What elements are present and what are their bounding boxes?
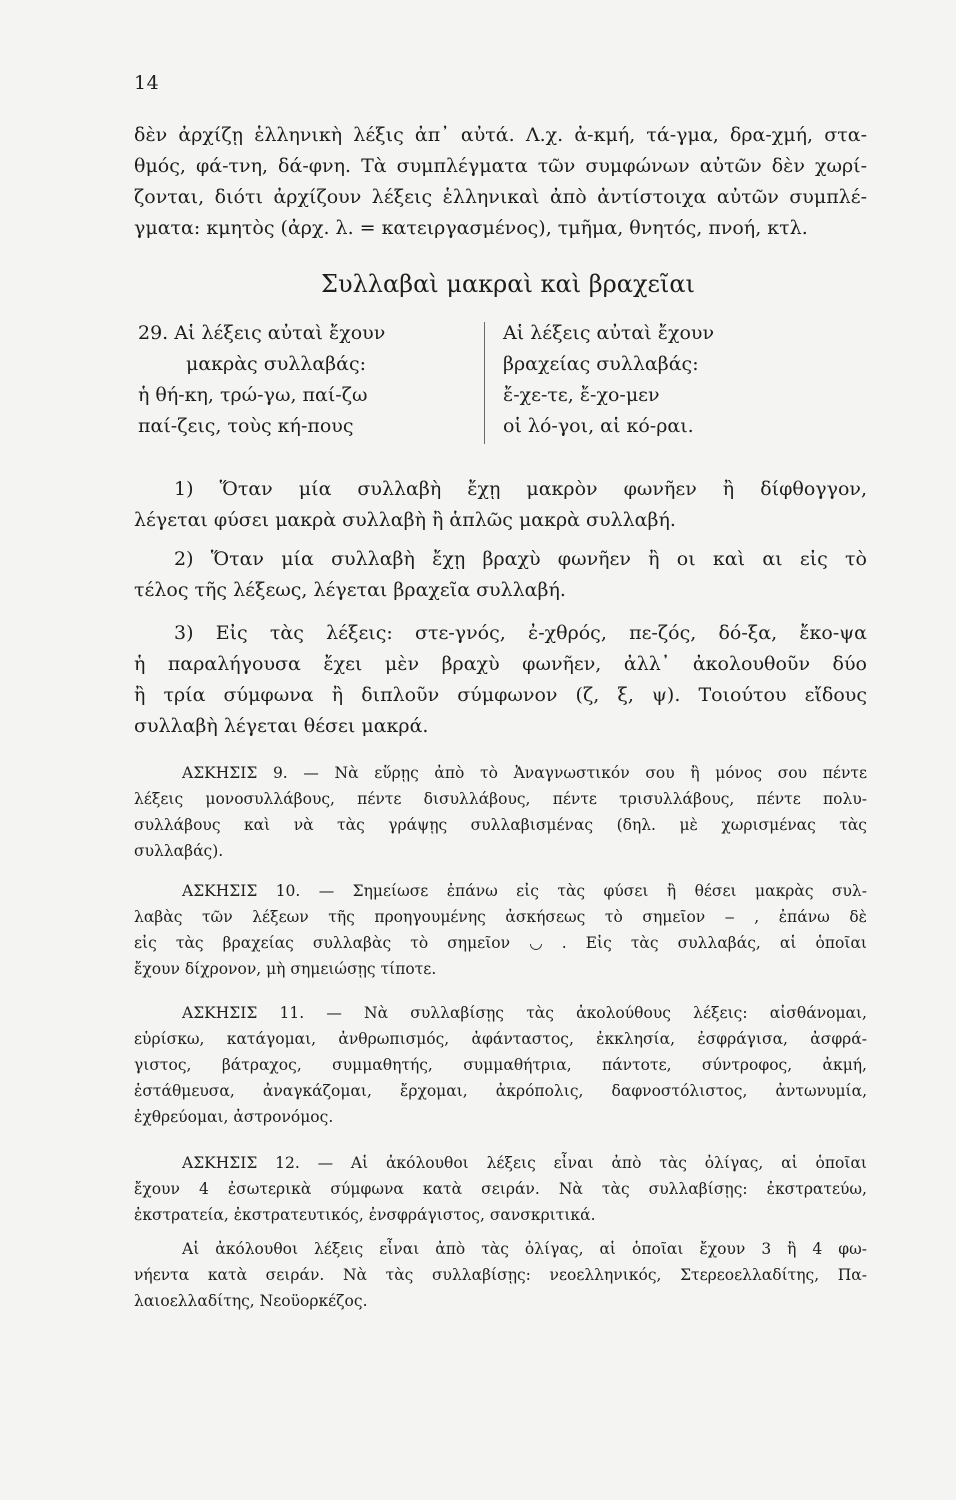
rule-1	[134, 474, 867, 536]
text-line: γματα: κμητὸς (ἀρχ. λ. = κατειργασμένος), τμῆμα, θνητός, πνοή, κτλ.	[134, 217, 808, 239]
text-line: συλλαβὴ λέγεται θέσει μακρά.	[134, 715, 429, 737]
rule-3	[134, 618, 867, 742]
column-line: βραχείας συλλαβάς:	[503, 353, 699, 375]
text-line: γιστος, βάτραχος, συμμαθητής, συμμαθήτρια, πάντοτε, σύντροφος, ἀκμή,	[134, 1056, 867, 1074]
text-line: 3) Εἰς τὰς λέξεις: στε-γνός, ἐ-χθρός, πε-ζός, δό-ξα, ἔκο-ψα	[174, 622, 867, 644]
text-line: ΑΣΚΗΣΙΣ 10. — Σημείωσε ἐπάνω εἰς τὰς φύσει ἢ θέσει μακρὰς συλ-	[182, 882, 867, 900]
column-line: ἔ-χε-τε, ἔ-χο-μεν	[503, 384, 660, 406]
column-line: ἡ θή-κη, τρώ-γω, παί-ζω	[138, 384, 368, 406]
text-line: ἐστάθμευσα, ἀναγκάζομαι, ἔρχομαι, ἀκρόπολις, δαφνοστόλιστος, ἀντωνυμία,	[134, 1082, 867, 1100]
text-line: ΑΣΚΗΣΙΣ 12. — Αἱ ἀκόλουθοι λέξεις εἶναι ἀπὸ τὰς ὀλίγας, αἱ ὁποῖαι	[182, 1154, 867, 1172]
text-line: Αἱ ἀκόλουθοι λέξεις εἶναι ἀπὸ τὰς ὀλίγας, αἱ ὁποῖαι ἔχουν 3 ἢ 4 φω-	[182, 1240, 867, 1258]
intro-paragraph	[134, 120, 867, 244]
text-line: ΑΣΚΗΣΙΣ 11. — Νὰ συλλαβίσῃς τὰς ἀκολούθους λέξεις: αἰσθάνομαι,	[182, 1004, 867, 1022]
exercise-9	[134, 760, 867, 864]
exercise-12	[134, 1150, 867, 1228]
text-line: ζονται, διότι ἀρχίζουν λέξεις ἑλληνικαὶ ἀπὸ ἀντίστοιχα αὐτῶν συμπλέ-	[134, 186, 867, 208]
text-line: λαιοελλαδίτης, Νεοϋορκέζος.	[134, 1292, 368, 1310]
rule-2	[134, 544, 867, 606]
text-line: ΑΣΚΗΣΙΣ 9. — Νὰ εὕρῃς ἀπὸ τὸ Ἀναγνωστικόν σου ἢ μόνος σου πέντε	[182, 764, 867, 782]
page-number: 14	[134, 72, 160, 94]
text-line: ἡ παραλήγουσα ἔχει μὲν βραχὺ φωνῆεν, ἀλλ᾿ ἀκολουθοῦν δύο	[134, 653, 867, 675]
exercise-12-part-2	[134, 1236, 867, 1314]
text-line: λέξεις μονοσυλλάβους, πέντε δισυλλάβους, πέντε τρισυλλάβους, πέντε πολυ-	[134, 790, 867, 808]
text-line: ἐκστρατεία, ἐκστρατευτικός, ἐνσφράγιστος, σανσκριτικά.	[134, 1206, 596, 1224]
column-line: Αἱ λέξεις αὐταὶ ἔχουν	[503, 322, 714, 344]
text-line: εὑρίσκω, κατάγομαι, ἀνθρωπισμός, ἀφάνταστος, ἐκκλησία, ἐσφράγισα, ἀσφρά-	[134, 1030, 867, 1048]
section-heading: Συλλαβαὶ μακραὶ καὶ βραχεῖαι	[321, 270, 695, 298]
text-line: συλλάβους καὶ νὰ τὰς γράψῃς συλλαβισμένας (δηλ. μὲ χωρισμένας τὰς	[134, 816, 867, 834]
text-line: 2) Ὅταν μία συλλαβὴ ἔχῃ βραχὺ φωνῆεν ἢ οι καὶ αι εἰς τὸ	[174, 548, 867, 570]
text-line: λαβὰς τῶν λέξεων τῆς προηγουμένης ἀσκήσεως τὸ σημεῖον ‒ , ἐπάνω δὲ	[134, 908, 867, 926]
column-line: παί-ζεις, τοὺς κή-πους	[138, 415, 354, 437]
exercise-10	[134, 878, 867, 982]
exercise-11	[134, 1000, 867, 1130]
text-line: λέγεται φύσει μακρὰ συλλαβὴ ἢ ἁπλῶς μακρὰ συλλαβή.	[134, 509, 676, 531]
text-line: εἰς τὰς βραχείας συλλαβὰς τὸ σημεῖον ◡ . Εἰς τὰς συλλαβάς, αἱ ὁποῖαι	[134, 934, 867, 952]
text-line: ἔχουν δίχρονον, μὴ σημειώσῃς τίποτε.	[134, 960, 437, 978]
text-line: 1) Ὅταν μία συλλαβὴ ἔχῃ μακρὸν φωνῆεν ἢ δίφθογγον,	[174, 478, 867, 500]
short-syllables-column	[503, 318, 833, 442]
text-line: ἔχουν 4 ἐσωτερικὰ σύμφωνα κατὰ σειράν. Νὰ τὰς συλλαβίσῃς: ἐκστρατεύω,	[134, 1180, 867, 1198]
text-line: θμός, φά-τνη, δά-φνη. Τὰ συμπλέγματα τῶν συμφώνων αὐτῶν δὲν χωρί-	[134, 155, 867, 177]
text-line: τέλος τῆς λέξεως, λέγεται βραχεῖα συλλαβή.	[134, 579, 566, 601]
column-line: οἱ λό-γοι, αἱ κό-ραι.	[503, 415, 694, 437]
text-line: νήεντα κατὰ σειράν. Νὰ τὰς συλλαβίσῃς: νεοελληνικός, Στερεοελλαδίτης, Πα-	[134, 1266, 867, 1284]
column-divider	[484, 322, 485, 444]
column-line: μακρὰς συλλαβάς:	[186, 353, 367, 375]
text-line: ἐχθρεύομαι, ἀστρονόμος.	[134, 1108, 334, 1126]
column-line: 29. Αἱ λέξεις αὐταὶ ἔχουν	[138, 322, 386, 344]
text-line: ἢ τρία σύμφωνα ἢ διπλοῦν σύμφωνον (ζ, ξ, ψ). Τοιούτου εἴδους	[134, 684, 867, 706]
long-syllables-column	[138, 318, 468, 442]
text-line: συλλαβάς).	[134, 842, 224, 860]
text-line: δὲν ἀρχίζῃ ἑλληνικὴ λέξις ἀπ᾿ αὐτά. Λ.χ. ἀ-κμή, τά-γμα, δρα-χμή, στα-	[134, 124, 867, 146]
